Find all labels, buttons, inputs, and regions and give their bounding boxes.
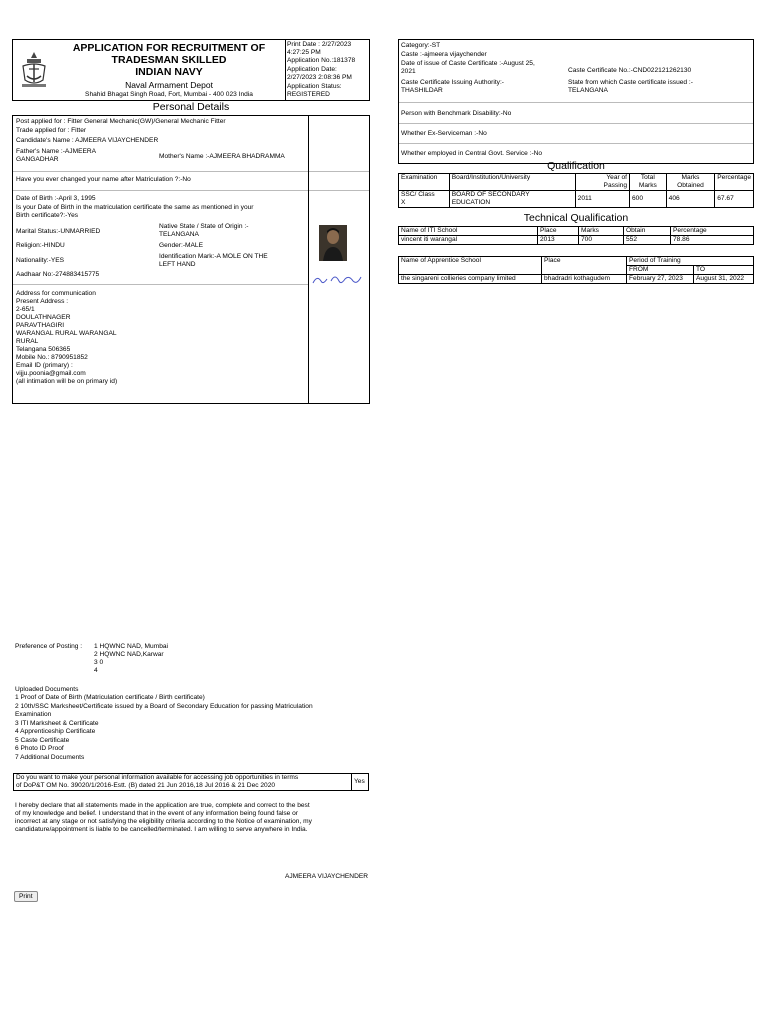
table-cell: the singareni collieries company limited — [399, 275, 542, 284]
table-cell: BOARD OF SECONDARY EDUCATION — [449, 191, 575, 208]
name-changed: Have you ever changed your name after Matriculation ?:-No — [16, 176, 191, 183]
table-cell: August 31, 2022 — [694, 275, 754, 284]
document-item: 5 Caste Certificate — [15, 737, 70, 744]
table-header-cell: Percentage — [671, 227, 754, 236]
table-cell: 552 — [624, 236, 671, 245]
header-box — [12, 39, 370, 101]
photo-column-divider — [308, 116, 309, 403]
declaration-text: I hereby declare that all statements made in the application are true, complete and correct to the best of my knowledge and belief. I understand that in the event of any information being found false or incorrect at any stage or not satisfying the eligibility criteria according to the Notice of examination, my candidature/appointment is liable to be cancelled/terminated. I am willing to serve anywhere in India. — [15, 802, 312, 833]
aadhaar-number: Aadhaar No:-274883415775 — [16, 271, 100, 278]
table-header-cell: Marks Obtained — [666, 174, 715, 191]
table-cell: 2013 — [538, 236, 579, 245]
table-header-cell: Name of Apprentice School — [399, 257, 542, 275]
application-status: Application Status: REGISTERED — [287, 83, 342, 98]
table-header-cell: Name of ITI School — [399, 227, 538, 236]
print-button[interactable]: Print — [14, 891, 38, 902]
table-header-cell: Place — [542, 257, 627, 275]
navy-emblem — [17, 50, 51, 90]
consent-question: Do you want to make your personal information available for accessing job opportunities in terms of DoP&T OM No. 39020/1/2016-Estt. (B) dated 21 Jun 2016,18 Jul 2016 & 21 Dec 2020 — [14, 774, 352, 791]
table-header-row — [399, 227, 754, 236]
father-name: Father's Name :-AJMEERA GANGADHAR — [16, 148, 97, 163]
pwbd-status: Person with Benchmark Disability:-No — [401, 110, 512, 117]
application-no: Application No.:181378 — [287, 57, 356, 64]
technical-qualification-title: Technical Qualification — [523, 212, 629, 224]
divider — [13, 171, 369, 172]
table-header-row — [399, 174, 754, 191]
table-cell: 600 — [630, 191, 667, 208]
caste: Caste :-ajmeera vijaychender — [401, 51, 487, 58]
table-cell: bhadradri kothagudem — [542, 275, 627, 284]
table-cell: SSC/ Class X — [399, 191, 450, 208]
application-date: Application Date: 2/27/2023 2:08:36 PM — [287, 66, 352, 81]
qualification-table — [398, 173, 754, 208]
org-name: Naval Armament Depot — [125, 80, 213, 90]
personal-details-title: Personal Details — [152, 101, 230, 113]
gender: Gender:-MALE — [159, 242, 203, 249]
divider — [13, 190, 369, 191]
table-row — [399, 191, 754, 208]
preference-item: 2 HQWNC NAD,Karwar — [94, 651, 164, 658]
table-cell: 700 — [579, 236, 624, 245]
header-divider — [285, 40, 286, 100]
identification-mark: Identification Mark:-A MOLE ON THE LEFT HAND — [159, 253, 268, 268]
document-item: 7 Additional Documents — [15, 754, 85, 761]
form-title-line1: APPLICATION FOR RECRUITMENT OF — [72, 42, 266, 54]
table-header-cell: Total Marks — [630, 174, 667, 191]
table-cell: 67.67 — [715, 191, 754, 208]
org-address: Shahid Bhagat Singh Road, Fort, Mumbai - 400 023 India — [85, 91, 253, 98]
form-title-line3: INDIAN NAVY — [135, 66, 203, 78]
preference-item: 4 — [94, 667, 98, 674]
date-of-birth: Date of Birth :-April 3, 1995 — [16, 195, 96, 202]
form-title-line2: TRADESMAN SKILLED — [111, 54, 227, 66]
divider — [399, 123, 753, 124]
caste-certificate-no: Caste Certificate No.:-CND022121262130 — [568, 67, 692, 74]
apprentice-table — [398, 256, 754, 284]
table-header-cell: Period of Training — [627, 257, 754, 266]
preference-item: 1 HQWNC NAD, Mumbai — [94, 643, 169, 650]
table-header-cell: TO — [694, 266, 754, 275]
document-item: 2 10th/SSC Marksheet/Certificate issued by a Board of Secondary Education for passing Matriculation Examination — [15, 703, 313, 718]
post-applied: Post applied for : Fitter General Mechanic(GW)/General Mechanic Fitter — [16, 118, 226, 125]
document-item: 1 Proof of Date of Birth (Matriculation certificate / Birth certificate) — [15, 694, 205, 701]
candidate-photo — [319, 225, 347, 261]
qualification-title: Qualification — [547, 160, 605, 172]
trade-applied: Trade applied for : Fitter — [16, 127, 87, 134]
table-header-cell: Obtain — [624, 227, 671, 236]
marital-status: Marital Status:-UNMARRIED — [16, 228, 101, 235]
table-header-row — [399, 257, 754, 266]
table-row — [399, 275, 754, 284]
technical-qualification-table — [398, 226, 754, 245]
caste-issue-date: Date of issue of Caste Certificate :-August 25, 2021 — [401, 60, 535, 75]
ex-serviceman-status: Whether Ex-Serviceman :-No — [401, 130, 487, 137]
table-header-cell: Place — [538, 227, 579, 236]
table-cell: vincent iti warangal — [399, 236, 538, 245]
divider — [13, 284, 308, 285]
table-header-cell: Board/Institution/University — [449, 174, 575, 191]
address-block: Address for communication Present Address : 2-65/1 DOULATHNAGER PARAVTHAGIRI WARANGAL RURAL WARANGAL RURAL Telangana 506365 Mobile No.: 8790951852 Email ID (primary) : vijju.poonia@gmail.com (all intimation will be on primary id) — [16, 290, 118, 385]
table-cell: 2011 — [575, 191, 629, 208]
table-cell: February 27, 2023 — [627, 275, 694, 284]
signature-name: AJMEERA VIJAYCHENDER — [284, 873, 368, 880]
personal-details-box — [12, 115, 370, 404]
preference-label: Preference of Posting : — [15, 643, 83, 650]
dob-same-question: Is your Date of Birth in the matriculation certificate the same as mentioned in your Birth certificate?:-Yes — [16, 204, 254, 219]
document-item: 4 Apprenticeship Certificate — [15, 728, 96, 735]
religion: Religion:-HINDU — [16, 242, 65, 249]
central-govt-status: Whether employed in Central Govt. Service :-No — [401, 150, 543, 157]
table-header-cell: Marks — [579, 227, 624, 236]
table-header-cell: FROM — [627, 266, 694, 275]
print-date: Print Date : 2/27/2023 4:27:25 PM — [287, 41, 352, 56]
table-header-cell: Percentage — [715, 174, 754, 191]
divider — [399, 102, 753, 103]
candidate-name: Candidate's Name : AJMEERA VIJAYCHENDER — [16, 137, 159, 144]
nationality: Nationality:-YES — [16, 257, 65, 264]
category: Category:-ST — [401, 42, 441, 49]
signature-image — [309, 269, 369, 291]
table-row — [14, 774, 369, 791]
preference-item: 3 0 — [94, 659, 104, 666]
consent-table — [13, 773, 369, 791]
table-row — [399, 236, 754, 245]
uploaded-documents-title: Uploaded Documents — [15, 686, 79, 693]
mother-name: Mother's Name :-AJMEERA BHADRAMMA — [159, 153, 285, 160]
consent-answer: Yes — [352, 774, 369, 791]
divider — [399, 143, 753, 144]
table-header-cell: Year of Passing — [575, 174, 629, 191]
table-cell: 78.86 — [671, 236, 754, 245]
table-header-cell: Examination — [399, 174, 450, 191]
document-item: 6 Photo ID Proof — [15, 745, 64, 752]
category-box — [398, 39, 754, 164]
document-item: 3 ITI Marksheet & Certificate — [15, 720, 99, 727]
table-cell: 406 — [666, 191, 715, 208]
native-state: Native State / State of Origin :- TELANGANA — [159, 223, 249, 238]
caste-issuing-authority: Caste Certificate Issuing Authority:- THASHILDAR — [401, 79, 504, 94]
caste-state-issued: State from which Caste certificate issued :- TELANGANA — [568, 79, 693, 94]
